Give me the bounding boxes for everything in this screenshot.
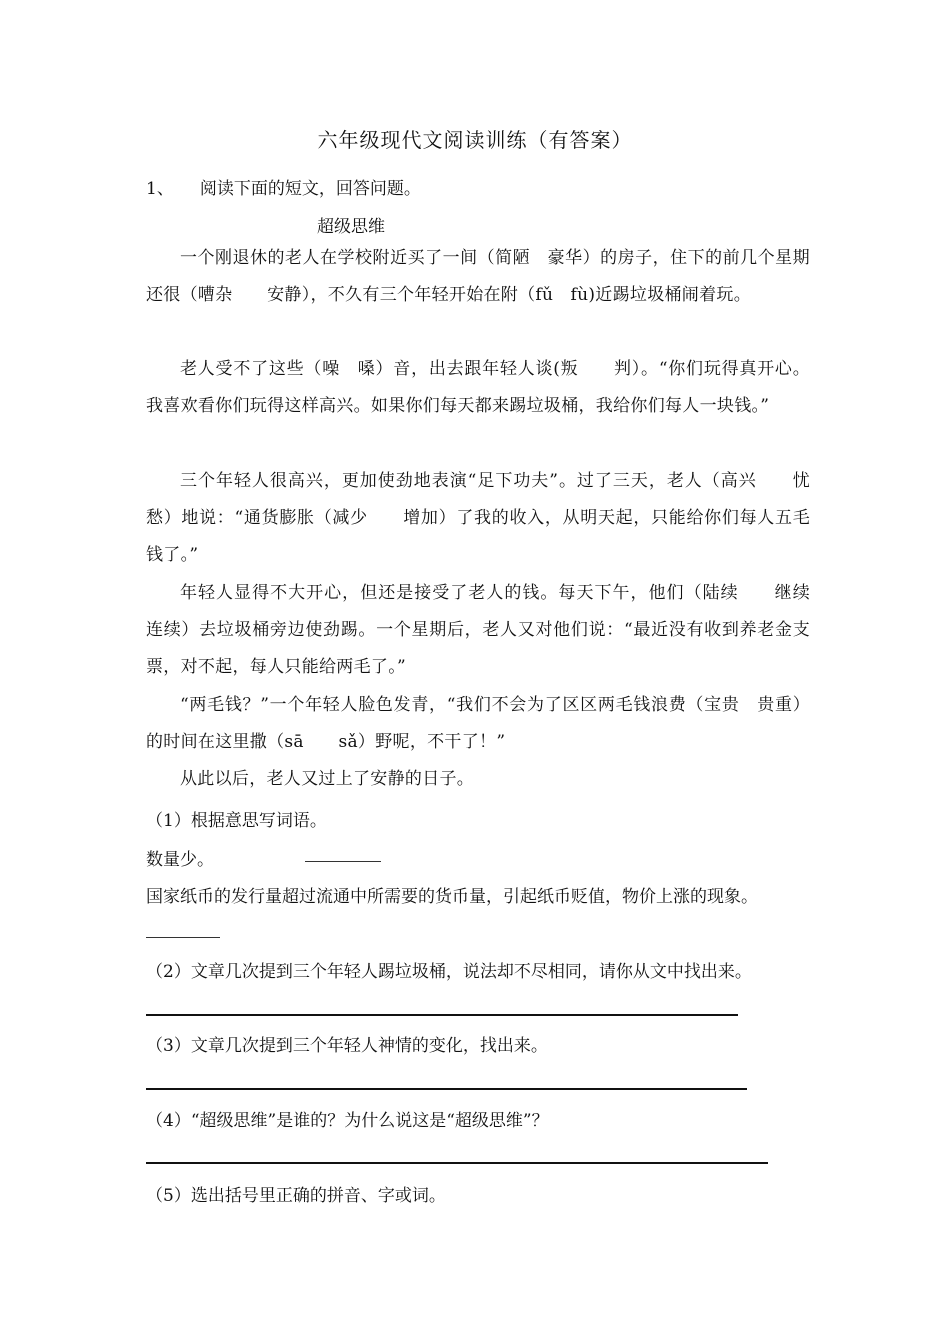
- subquestion-3: （3）文章几次提到三个年轻人神情的变化，找出来。: [146, 1036, 548, 1056]
- story-paragraph-2: 老人受不了这些（噪 嗓）音，出去跟年轻人谈(叛 判）。“你们玩得真开心。我喜欢看你们玩得这样高兴。如果你们每天都来踢垃圾桶，我给你们每人一块钱。”: [146, 359, 810, 416]
- answer-line-3[interactable]: [146, 1088, 747, 1090]
- subquestion-1-item-1: 数量少。: [146, 850, 214, 870]
- question-number: 1、: [146, 179, 174, 199]
- story-paragraph-6: 从此以后，老人又过上了安静的日子。: [180, 769, 475, 789]
- story-paragraph-3: 三个年轻人很高兴，更加使劲地表演“足下功夫”。过了三天，老人（高兴 忧愁）地说：“通货膨胀（减少 增加）了我的收入，从明天起，只能给你们每人五毛钱了。”: [146, 471, 810, 565]
- story-paragraph-5: “两毛钱？”一个年轻人脸色发青，“我们不会为了区区两毛钱浪费（宝贵 贵重）的时间在这里撒（sā sǎ）野呢，不干了！”: [146, 695, 810, 752]
- question-1-heading: [146, 174, 421, 199]
- story-paragraph-4: 年轻人显得不大开心，但还是接受了老人的钱。每天下午，他们（陆续 继续 连续）去垃圾桶旁边使劲踢。一个星期后，老人又对他们说：“最近没有收到养老金支票，对不起，每人只能给两毛了。”: [146, 583, 845, 677]
- subquestion-5: （5）选出括号里正确的拼音、字或词。: [146, 1186, 446, 1206]
- answer-line-2[interactable]: [146, 1014, 738, 1016]
- answer-line-4[interactable]: [146, 1162, 768, 1164]
- answer-blank-1[interactable]: [305, 861, 381, 862]
- page-title: 六年级现代文阅读训练（有答案）: [317, 128, 633, 152]
- subquestion-2: （2）文章几次提到三个年轻人踢垃圾桶，说法却不尽相同，请你从文中找出来。: [146, 962, 752, 982]
- subquestion-1-item-2: 国家纸币的发行量超过流通中所需要的货币量，引起纸币贬值，物价上涨的现象。: [146, 887, 758, 907]
- answer-blank-2[interactable]: [146, 937, 220, 938]
- subquestion-4: （4）“超级思维”是谁的？为什么说这是“超级思维”？: [146, 1111, 549, 1131]
- subquestion-1-label: （1）根据意思写词语。: [146, 811, 327, 831]
- story-paragraph-1: 一个刚退休的老人在学校附近买了一间（简陋 豪华）的房子，住下的前几个星期还很（嘈杂 安静），不久有三个年轻开始在附（fǔ fù)近踢垃圾桶闹着玩。: [146, 248, 810, 305]
- question-instruction: 阅读下面的短文，回答问题。: [199, 179, 421, 199]
- story-title: 超级思维: [317, 217, 385, 237]
